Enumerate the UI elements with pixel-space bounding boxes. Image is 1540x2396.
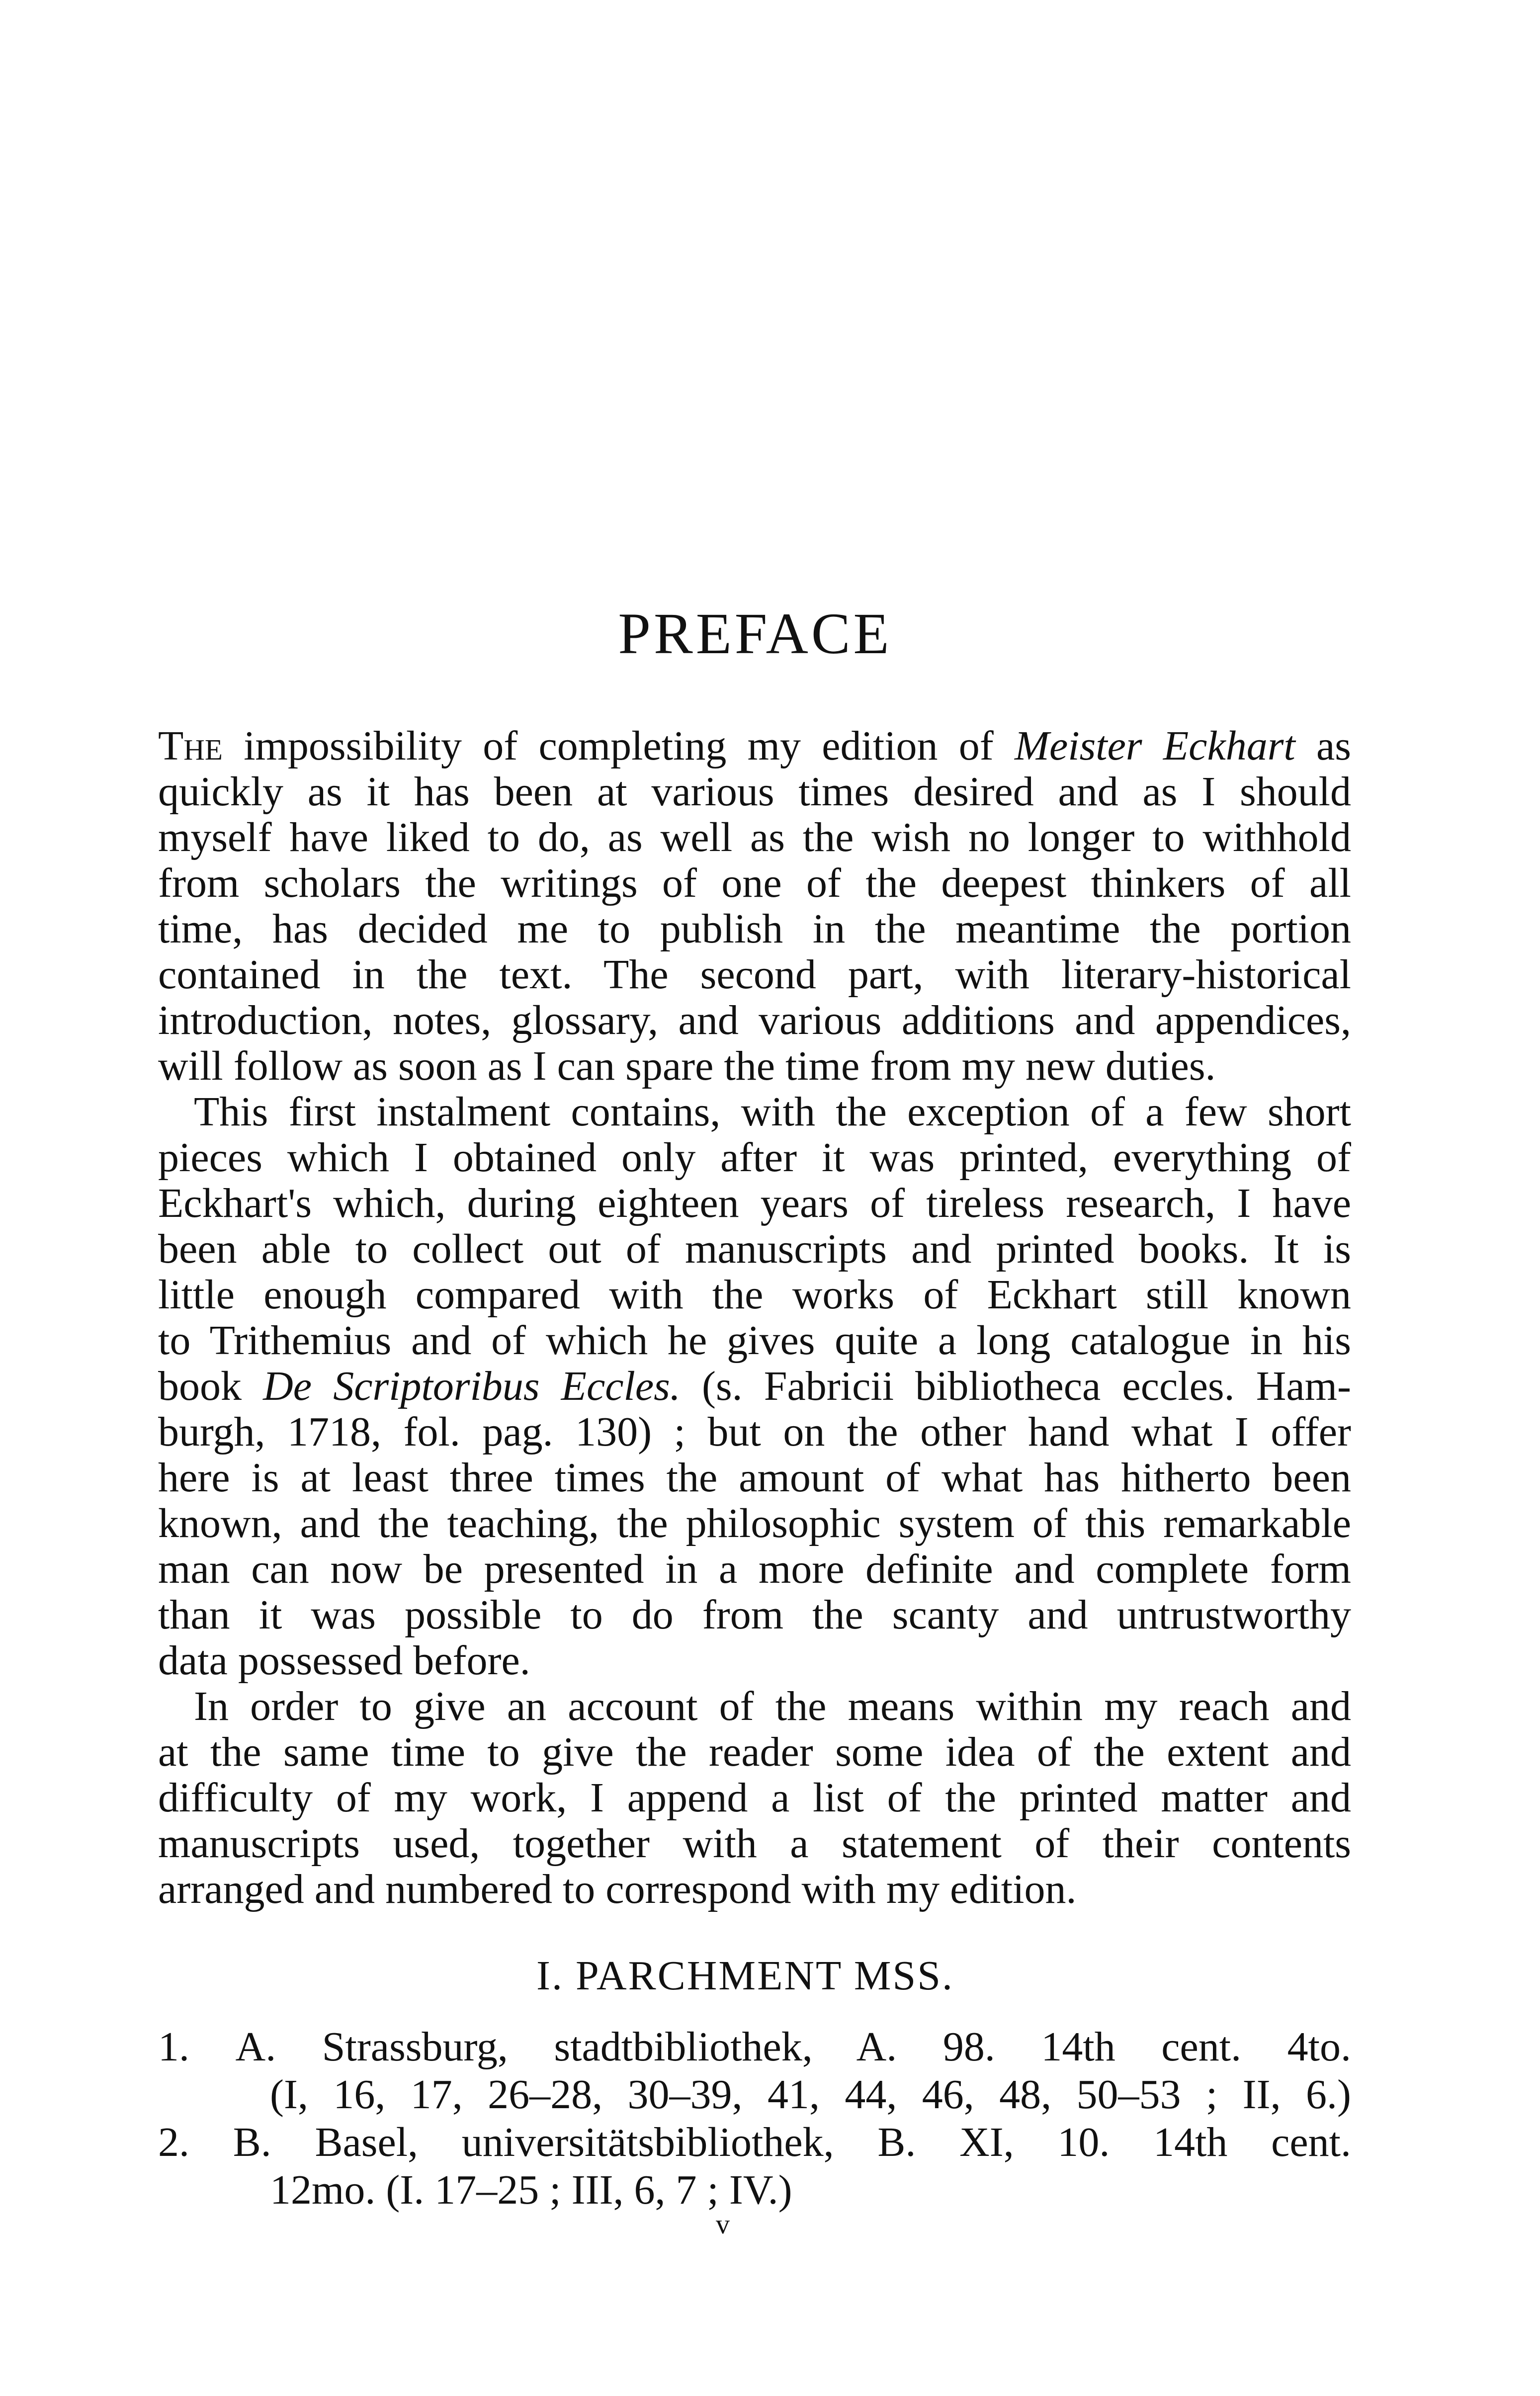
- text-line: This first instalment contains, with the exception of a few short: [194, 1089, 1351, 1135]
- text-line: quickly as it has been at various times desired and as I should: [158, 769, 1351, 815]
- text-line: arranged and numbered to correspond with my edition.: [158, 1866, 1077, 1912]
- text-line: contained in the text. The second part, with literary-historical: [158, 951, 1351, 998]
- manuscript-line: [158, 2119, 1351, 2166]
- text-line: will follow as soon as I can spare the time from my new duties.: [158, 1043, 1216, 1089]
- manuscript-contents: (I, 16, 17, 26–28, 30–39, 41, 44, 46, 48, 50–53 ; II, 6.): [270, 2071, 1351, 2118]
- text-line: pieces which I obtained only after it was printed, everything of: [158, 1134, 1351, 1181]
- page-title: PREFACE: [618, 601, 892, 666]
- small-caps-lead: The: [158, 723, 223, 769]
- text-line: introduction, notes, glossary, and various additions and appendices,: [158, 997, 1351, 1043]
- text-line: at the same time to give the reader some idea of the extent and: [158, 1729, 1351, 1775]
- text-line: [158, 723, 1351, 769]
- text-line: difficulty of my work, I append a list of the printed matter and: [158, 1775, 1351, 1821]
- text-line: burgh, 1718, fol. pag. 130) ; but on the other hand what I offer: [158, 1409, 1351, 1455]
- text-line: little enough compared with the works of Eckhart still known: [158, 1272, 1351, 1318]
- text-line: time, has decided me to publish in the meantime the portion: [158, 906, 1351, 952]
- text-line: Eckhart's which, during eighteen years of tireless research, I have: [158, 1180, 1351, 1226]
- line-text: as: [1295, 723, 1351, 769]
- section-heading: I. PARCHMENT MSS.: [536, 1953, 954, 1999]
- text-line: than it was possible to do from the scanty and untrustworthy: [158, 1592, 1351, 1638]
- manuscript-description: Strassburg, stadtbibliothek, A. 98. 14th cent. 4to.: [322, 2024, 1352, 2070]
- manuscript-entry: [158, 2119, 1351, 2214]
- line-text: book: [158, 1363, 263, 1409]
- text-line: manuscripts used, together with a statement of their contents: [158, 1820, 1351, 1867]
- manuscript-list: [158, 2023, 1351, 2214]
- paragraph-1: [158, 723, 1351, 1089]
- text-line: man can now be presented in a more definite and complete form: [158, 1546, 1351, 1592]
- text-line: In order to give an account of the means within my reach and: [194, 1683, 1351, 1729]
- manuscript-siglum: A.: [235, 2024, 276, 2070]
- preface-body: [158, 723, 1351, 1912]
- italic-title: Meister Eckhart: [1015, 723, 1295, 769]
- manuscript-description: Basel, universitätsbibliothek, B. XI, 10. 14th cent.: [315, 2119, 1352, 2165]
- manuscript-contents: 12mo. (I. 17–25 ; III, 6, 7 ; IV.): [270, 2167, 792, 2213]
- line-text: (s. Fabricii bibliotheca eccles. Ham-: [680, 1363, 1351, 1409]
- paragraph-3: [158, 1684, 1351, 1912]
- text-line: here is at least three times the amount of what has hitherto been: [158, 1455, 1351, 1501]
- entry-number: 1.: [158, 2024, 189, 2070]
- entry-number: 2.: [158, 2119, 189, 2165]
- text-line: myself have liked to do, as well as the wish no longer to withhold: [158, 814, 1351, 860]
- text-line: known, and the teaching, the philosophic system of this remarkable: [158, 1500, 1351, 1546]
- manuscript-entry: [158, 2023, 1351, 2119]
- text-line: from scholars the writings of one of the deepest thinkers of all: [158, 860, 1351, 906]
- text-line: data possessed before.: [158, 1637, 530, 1684]
- line-text: impossibility of completing my edition of: [222, 723, 1015, 769]
- italic-title: De Scriptoribus Eccles.: [263, 1363, 681, 1409]
- text-line: to Trithemius and of which he gives quite a long catalogue in his: [158, 1317, 1351, 1364]
- manuscript-line: [158, 2023, 1351, 2071]
- manuscript-siglum: B.: [233, 2119, 271, 2165]
- text-line: been able to collect out of manuscripts and printed books. It is: [158, 1226, 1351, 1272]
- page-number: v: [716, 2209, 730, 2240]
- paragraph-2: [158, 1089, 1351, 1684]
- text-line: [158, 1364, 1351, 1409]
